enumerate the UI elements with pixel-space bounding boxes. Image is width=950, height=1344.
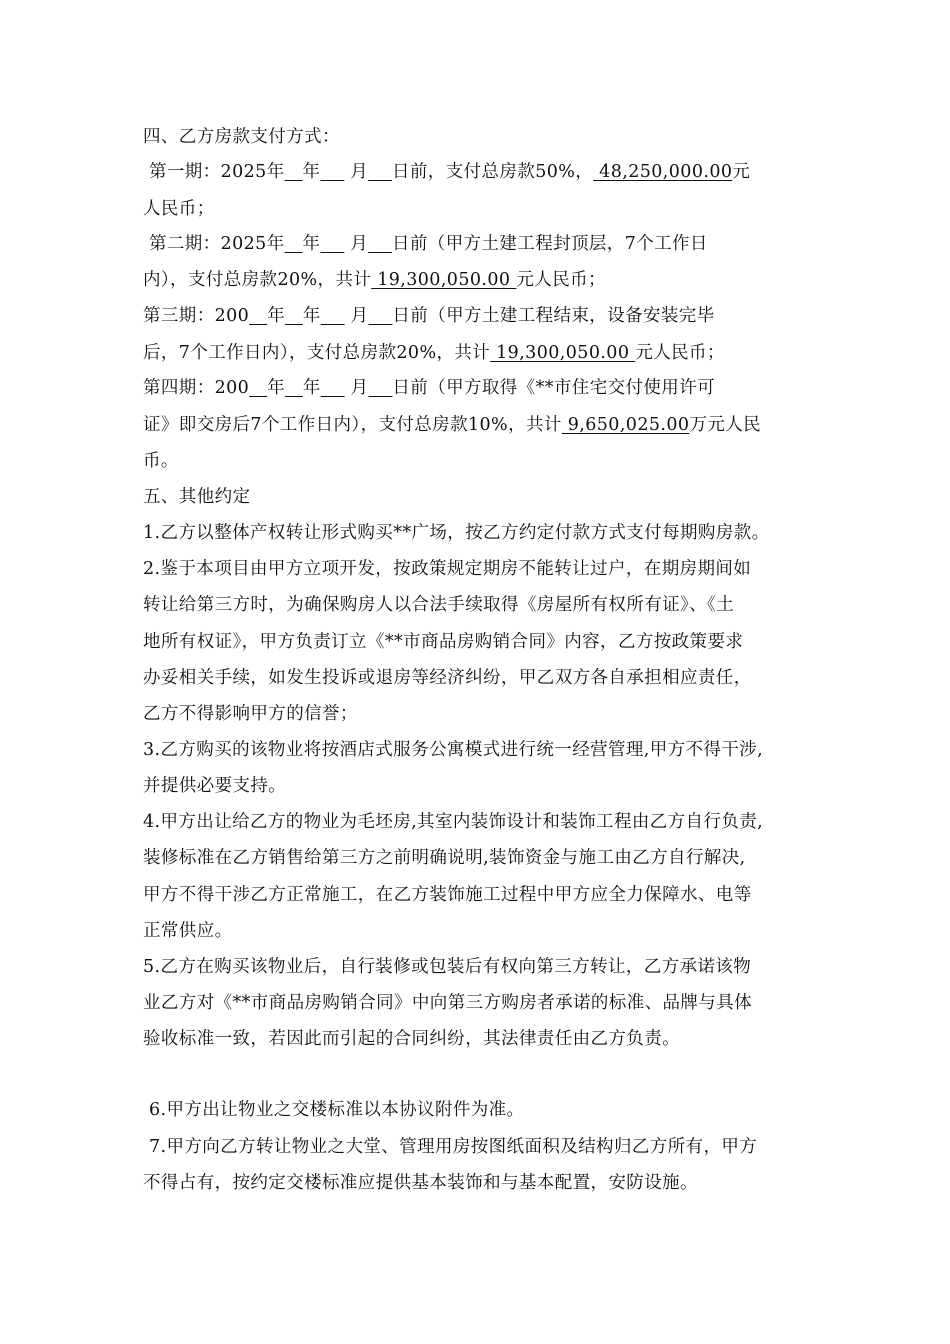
p2-text-e: 内），支付总房款20%，共计 xyxy=(143,270,372,290)
p4-text-f: 证》即交房后7个工作日内），支付总房款10%，共计 xyxy=(143,415,562,435)
blank-field xyxy=(321,378,345,398)
p1-text-b: 年 xyxy=(302,162,321,182)
term-2-line: 地所有权证》，甲方负责订立《**市商品房购销合同》内容，乙方按政策要求 xyxy=(143,632,744,652)
payment-4-line-3 xyxy=(143,449,179,473)
blank-field xyxy=(285,378,303,398)
other-heading xyxy=(143,485,250,509)
blank-field xyxy=(368,162,392,182)
p2-text-f: 元人民币； xyxy=(516,270,606,290)
term-3-line: 3.乙方购买的该物业将按酒店式服务公寓模式进行统一经营管理,甲方不得干涉, xyxy=(143,740,764,760)
payment-2-line-2 xyxy=(143,268,606,292)
p2-text-a: 第二期：2025年 xyxy=(143,234,285,254)
p3-text-g: 元人民币； xyxy=(635,343,725,363)
p3-text-e: 日前（甲方土建工程结束，设备安装完毕 xyxy=(392,306,715,326)
blank-field xyxy=(285,162,303,182)
blank-field xyxy=(285,234,303,254)
p4-text-c: 年 xyxy=(302,378,321,398)
p1-amount: 48,250,000.00 xyxy=(593,162,733,182)
blank-field xyxy=(320,162,344,182)
p3-text-f: 后，7个工作日内），支付总房款20%，共计 xyxy=(143,343,491,363)
p3-amount: 19,300,050.00 xyxy=(490,343,636,363)
p3-text-a: 第三期：200 xyxy=(143,306,250,326)
p4-text-h: 币。 xyxy=(143,451,179,471)
blank-field xyxy=(285,306,303,326)
term-4-line: 4.甲方出让给乙方的物业为毛坯房,其室内装饰设计和装饰工程由乙方自行负责, xyxy=(143,812,764,832)
p1-text-c: 月 xyxy=(344,162,369,182)
payment-3-line-1 xyxy=(143,304,715,328)
term-1-line: 1.乙方以整体产权转让形式购买**广场，按乙方约定付款方式支付每期购房款。 xyxy=(143,523,770,543)
p3-text-d: 月 xyxy=(344,306,369,326)
p4-text-a: 第四期：200 xyxy=(143,378,250,398)
payment-3-line-2 xyxy=(143,341,725,365)
blank-field xyxy=(249,378,267,398)
term-2-line: 办妥相关手续，如发生投诉或退房等经济纠纷，甲乙双方各自承担相应责任， xyxy=(143,668,752,688)
heading-text: 四、乙方房款支付方式： xyxy=(143,127,340,147)
term-7-line: 7.甲方向乙方转让物业之大堂、管理用房按图纸面积及结构归乙方所有，甲方 xyxy=(143,1137,758,1157)
p3-text-b: 年 xyxy=(267,306,285,326)
term-7-line: 不得占有，按约定交楼标准应提供基本装饰和与基本配置，安防设施。 xyxy=(143,1173,698,1193)
term-3-line: 并提供必要支持。 xyxy=(143,776,287,796)
term-5-line: 验收标准一致，若因此而引起的合同纠纷，其法律责任由乙方负责。 xyxy=(143,1029,680,1049)
p1-text-e: 元 xyxy=(732,162,751,182)
p2-text-c: 月 xyxy=(344,234,369,254)
p2-text-d: 日前（甲方土建工程封顶层，7个工作日 xyxy=(392,234,708,254)
p4-text-e: 日前（甲方取得《**市住宅交付使用许可 xyxy=(392,378,715,398)
p2-text-b: 年 xyxy=(302,234,321,254)
payment-1-line-1 xyxy=(143,160,750,184)
term-4-line: 正常供应。 xyxy=(143,921,233,941)
p4-text-b: 年 xyxy=(267,378,285,398)
blank-field xyxy=(320,234,344,254)
term-4-line: 装修标准在乙方销售给第三方之前明确说明,装饰资金与施工由乙方自行解决, xyxy=(143,848,746,868)
blank-field xyxy=(369,306,393,326)
p4-text-d: 月 xyxy=(344,378,369,398)
term-2-line: 转让给第三方时，为确保购房人以合法手续取得《房屋所有权所有证》、《土 xyxy=(143,595,735,615)
heading-text: 五、其他约定 xyxy=(143,487,251,507)
blank-field xyxy=(321,306,345,326)
p4-amount: 9,650,025.00 xyxy=(561,415,690,435)
payment-1-line-2 xyxy=(143,197,215,221)
p4-text-g: 万元人民 xyxy=(689,415,762,435)
payment-2-line-1 xyxy=(143,232,708,256)
term-5-line: 业乙方对《**市商品房购销合同》中向第三方购房者承诺的标准、品牌与具体 xyxy=(143,993,752,1013)
term-4-line: 甲方不得干涉乙方正常施工，在乙方装饰施工过程中甲方应全力保障水、电等 xyxy=(143,885,752,905)
p2-amount: 19,300,050.00 xyxy=(371,270,517,290)
term-6-line: 6.甲方出让物业之交楼标准以本协议附件为准。 xyxy=(143,1100,525,1120)
payment-heading xyxy=(143,125,340,149)
term-2-line: 2.鉴于本项目由甲方立项开发，按政策规定期房不能转让过户，在期房期间如 xyxy=(143,559,752,579)
blank-field xyxy=(369,378,393,398)
p1-text-d: 日前，支付总房款50%， xyxy=(392,162,594,182)
p3-text-c: 年 xyxy=(302,306,321,326)
blank-field xyxy=(368,234,392,254)
p1-text-f: 人民币； xyxy=(143,199,215,219)
p1-text-a: 第一期：2025年 xyxy=(143,162,285,182)
term-5-line: 5.乙方在购买该物业后，自行装修或包装后有权向第三方转让，乙方承诺该物 xyxy=(143,957,752,977)
payment-4-line-1 xyxy=(143,376,715,400)
blank-field xyxy=(249,306,267,326)
payment-4-line-2 xyxy=(143,413,761,437)
term-2-line: 乙方不得影响甲方的信誉； xyxy=(143,704,358,724)
